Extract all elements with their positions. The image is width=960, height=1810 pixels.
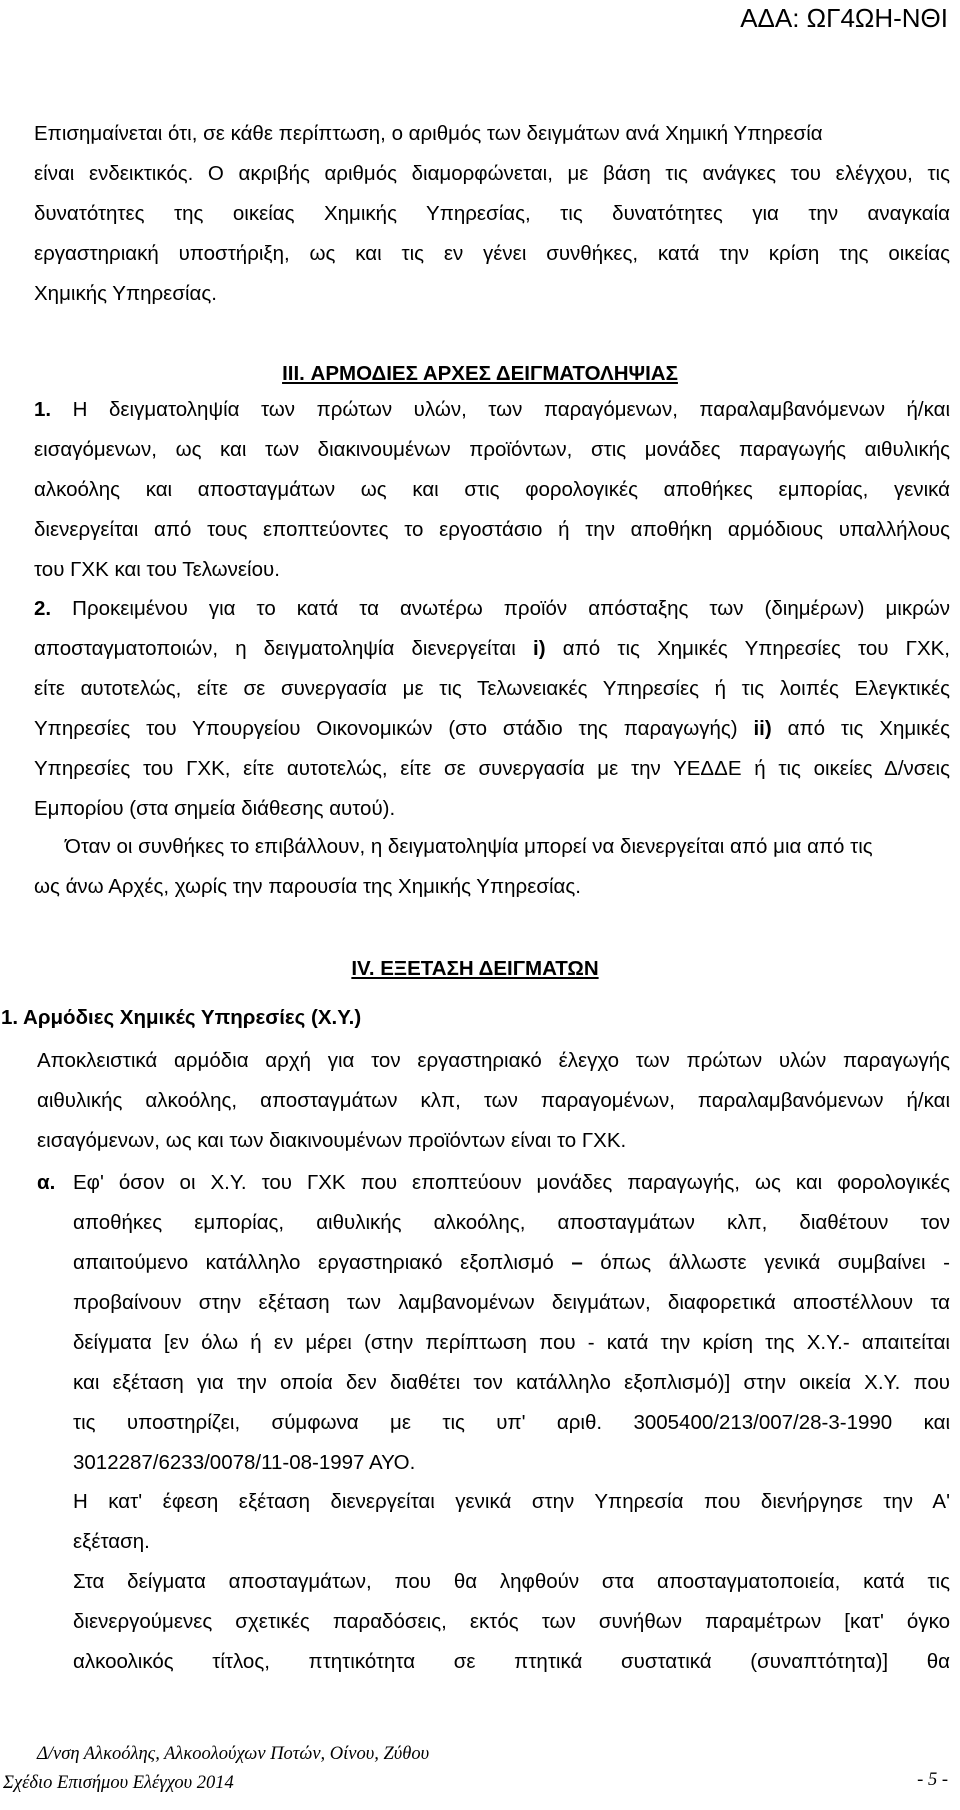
text-line: και εξέταση για την οποία δεν διαθέτει τον κατάλληλο εξοπλισμό)] στην οικεία Χ.Υ. που (73, 1371, 950, 1394)
text-line (34, 589, 950, 629)
text-line: αλκοόλης και αποσταγμάτων ως και στις φορολογικές αποθήκες εμπορίας, γενικά (34, 478, 950, 501)
text-line: εξέταση. (73, 1530, 150, 1553)
line-text: Προκειμένου για το κατά τα ανωτέρω προϊόν απόσταξης των (διημέρων) μικρών (72, 597, 950, 620)
ada-reference: ΑΔΑ: ΩΓ4ΩΗ-ΝΘΙ (740, 3, 948, 33)
item-alpha (37, 1163, 950, 1483)
text-line: Στα δείγματα αποσταγμάτων, που θα ληφθούν στα αποσταγματοποιεία, κατά τις (73, 1570, 950, 1593)
text-line: Αποκλειστικά αρμόδια αρχή για τον εργαστηριακό έλεγχο των πρώτων υλών παραγωγής (37, 1049, 950, 1072)
item-number: 1. (34, 398, 52, 421)
text-line: διενεργείται από τους εποπτεύοντες το εργοστάσιο ή την αποθήκη αρμόδιους υπαλλήλους (34, 518, 950, 541)
sub-marker-i: i) (533, 637, 546, 660)
text-line: αλκοολικός τίτλος, πτητικότητα σε πτητικά συστατικά (συναπτότητα)] θα (73, 1650, 950, 1673)
text-line: είτε αυτοτελώς, είτε σε συνεργασία με τις Τελωνειακές Υπηρεσίες ή τις λοιπές Ελεγκτικές (34, 677, 950, 700)
text-line: του ΓΧΚ και του Τελωνείου. (34, 558, 280, 581)
section-heading-iv: IV. ΕΞΕΤΑΣΗ ΔΕΙΓΜΑΤΩΝ (351, 957, 599, 980)
footer-document-title: Σχέδιο Επισήμου Ελέγχου 2014 (3, 1773, 234, 1793)
line-text: όπως άλλωστε γενικά συμβαίνει - (600, 1251, 950, 1274)
text-line: τις υποστηρίζει, σύμφωνα με τις υπ' αριθ. 3005400/213/007/28-3-1990 και (73, 1411, 950, 1434)
sub-marker-ii: ii) (753, 717, 772, 740)
text-line (73, 1243, 950, 1283)
appeal-paragraph (73, 1482, 950, 1562)
text-line: είναι ενδεικτικός. Ο ακριβής αριθμός διαμορφώνεται, με βάση τις ανάγκες του ελέγχου, τις (34, 162, 950, 185)
line-text: αποσταγματοποιών, η δειγματοληψία διενεργείται (34, 637, 516, 660)
text-line: Όταν οι συνθήκες το επιβάλλουν, η δειγματοληψία μπορεί να διενεργείται από μια από τις (65, 835, 873, 858)
page-number: - 5 - (917, 1770, 948, 1790)
line-text: Η δειγματοληψία των πρώτων υλών, των παραγόμενων, παραλαμβανόμενων ή/και (72, 398, 950, 421)
sampling-item-2 (34, 589, 950, 829)
text-line: εισαγόμενων, ως και των διακινουμένων προϊόντων, στις μονάδες παραγωγής αιθυλικής (34, 438, 950, 461)
line-text: απαιτούμενο κατάλληλο εργαστηριακό εξοπλισμό (73, 1251, 554, 1274)
text-line: αιθυλικής αλκοόλης, αποσταγμάτων κλπ, των παραγομένων, παραλαμβανόμενων ή/και (37, 1089, 950, 1112)
text-line (34, 629, 950, 669)
text-line: δείγματα [εν όλω ή εν μέρει (στην περίπτωση που - κατά την κρίση της Χ.Υ.- απαιτείται (73, 1331, 950, 1354)
text-line (34, 390, 950, 430)
item-marker: α. (37, 1171, 56, 1194)
text-line: Η κατ' έφεση εξέταση διενεργείται γενικά στην Υπηρεσία που διενήργησε την Α' (73, 1490, 950, 1513)
text-line: αποθήκες εμπορίας, αιθυλικής αλκοόλης, αποσταγμάτων κλπ, διαθέτουν τον (73, 1211, 950, 1234)
text-line: εργαστηριακή υποστήριξη, ως και τις εν γένει συνθήκες, κατά την κρίση της οικείας (34, 242, 950, 265)
text-line: διενεργούμενες σχετικές παραδόσεις, εκτός των συνήθων παραμέτρων [κατ' όγκο (73, 1610, 950, 1633)
text-line (34, 709, 950, 749)
footer-department: Δ/νση Αλκοόλης, Αλκοολούχων Ποτών, Οίνου, Ζύθου (37, 1744, 430, 1764)
line-text: από τις Χημικές (787, 717, 950, 740)
text-line: Εφ' όσον οι Χ.Υ. του ΓΧΚ που εποπτεύουν μονάδες παραγωγής, ως και φορολογικές (73, 1171, 950, 1194)
competent-authority-paragraph (37, 1041, 950, 1161)
text-line: Χημικής Υπηρεσίας. (34, 282, 217, 305)
text-line: Επισημαίνεται ότι, σε κάθε περίπτωση, ο αριθμός των δειγμάτων ανά Χημική Υπηρεσία (34, 122, 823, 145)
line-text: από τις Χημικές Υπηρεσίες του ΓΧΚ, (562, 637, 950, 660)
text-line: προβαίνουν στην εξέταση των λαμβανομένων δειγμάτων, διαφορετικά αποστέλλουν τα (73, 1291, 950, 1314)
text-line: Υπηρεσίες του ΓΧΚ, είτε αυτοτελώς, είτε σε συνεργασία με την ΥΕΔΔΕ ή τις οικείες Δ/νσεις (34, 757, 950, 780)
note-paragraph (34, 827, 950, 907)
section-heading-iii: III. ΑΡΜΟΔΙΕΣ ΑΡΧΕΣ ΔΕΙΓΜΑΤΟΛΗΨΙΑΣ (282, 362, 678, 385)
text-line: δυνατότητες της οικείας Χημικής Υπηρεσίας, τις δυνατότητες για την αναγκαία (34, 202, 950, 225)
text-line: εισαγόμενων, ως και των διακινουμένων προϊόντων είναι το ΓΧΚ. (37, 1129, 627, 1152)
sampling-item-1 (34, 390, 950, 590)
text-line: Εμπορίου (στα σημεία διάθεσης αυτού). (34, 797, 396, 820)
spirits-samples-paragraph (73, 1562, 950, 1682)
dash: – (571, 1251, 583, 1274)
text-line: ως άνω Αρχές, χωρίς την παρουσία της Χημικής Υπηρεσίας. (34, 875, 581, 898)
text-line: 3012287/6233/0078/11-08-1997 ΑΥΟ. (73, 1451, 416, 1474)
intro-paragraph (34, 114, 950, 314)
subsection-heading: 1. Αρμόδιες Χημικές Υπηρεσίες (Χ.Υ.) (1, 1006, 362, 1029)
line-text: Υπηρεσίες του Υπουργείου Οικονομικών (στο στάδιο της παραγωγής) (34, 717, 738, 740)
item-number: 2. (34, 597, 52, 620)
